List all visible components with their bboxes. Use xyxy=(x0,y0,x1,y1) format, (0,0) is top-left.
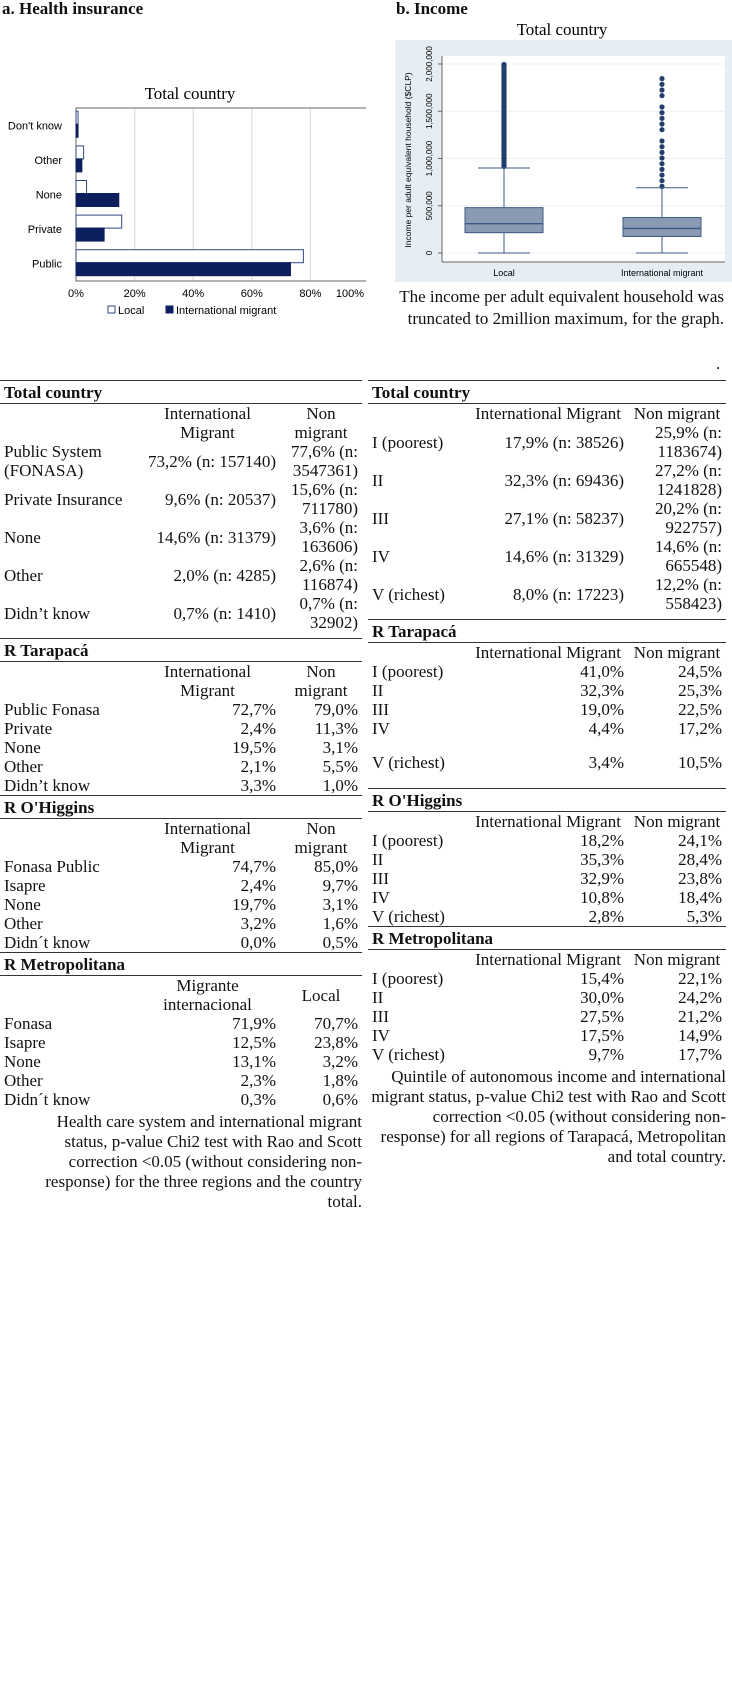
cell-non-migrant: 0,6% xyxy=(322,1090,358,1109)
outlier-point xyxy=(659,87,664,92)
x-tick-label: 80% xyxy=(299,288,322,300)
cell-non-migrant: 24,2% xyxy=(678,987,722,1007)
cell-migrant: 18,2% xyxy=(580,830,624,850)
cell-migrant: 32,3% (n: 69436) xyxy=(504,470,624,490)
cell-non-migrant: 70,7% xyxy=(314,1014,358,1033)
chart-title: Total country xyxy=(144,84,236,103)
cell-migrant: 0,7% (n: 1410) xyxy=(173,603,276,623)
table-row xyxy=(368,850,726,869)
outlier-point xyxy=(659,104,664,109)
cell-non-migrant: 25,9% (n: 1183674) xyxy=(654,423,722,461)
cell-non-migrant: 2,6% (n: 116874) xyxy=(299,556,358,594)
table-row xyxy=(368,719,726,738)
table-row xyxy=(0,895,362,914)
section-title: R O'Higgins xyxy=(0,796,362,819)
column-header: Non migrant xyxy=(294,819,348,857)
y-tick-label: 0 xyxy=(425,250,434,256)
column-header: Migrante internacional xyxy=(163,976,252,1014)
column-header-row xyxy=(368,404,726,424)
column-header: International Migrant xyxy=(475,404,621,423)
cell-migrant: 2,4% xyxy=(240,876,276,895)
cell-non-migrant: 24,1% xyxy=(678,830,722,850)
outlier-point xyxy=(659,144,664,149)
bar-international-migrant xyxy=(76,228,104,241)
y-category-label: Other xyxy=(34,154,62,167)
table-row xyxy=(368,907,726,927)
y-axis-label: Income per adult equivalent household ($CLP) xyxy=(403,72,413,248)
outlier-point xyxy=(659,172,664,177)
bar-international-migrant xyxy=(76,194,119,207)
cell-migrant: 41,0% xyxy=(580,662,624,681)
table-row xyxy=(0,442,362,480)
x-tick-label: 100% xyxy=(335,288,365,300)
cell-migrant: 12,5% xyxy=(232,1033,276,1052)
row-label: Other xyxy=(4,1071,43,1090)
table-row xyxy=(0,738,362,757)
section-title: Total country xyxy=(368,381,726,404)
row-label: Didn’t know xyxy=(4,776,91,795)
row-label: IV xyxy=(372,1025,390,1045)
cell-migrant: 74,7% xyxy=(232,857,276,876)
y-tick-label: 1,000,000 xyxy=(425,140,434,177)
health-insurance-bar-chart xyxy=(0,0,366,322)
column-header: Non migrant xyxy=(633,643,721,662)
section-title: Total country xyxy=(0,381,362,404)
table-row xyxy=(368,831,726,850)
health-insurance-table xyxy=(0,380,362,1212)
section-title: R Tarapacá xyxy=(368,620,726,643)
cell-non-migrant: 0,7% (n: 32902) xyxy=(299,594,358,632)
income-table-caption: Quintile of autonomous income and international migrant status, p-value Chi2 test with Rao and Scott correction <0.05 (without considering non-response) for all regions of Tarapacá, Metropolitan and total country. xyxy=(371,1066,726,1166)
cell-migrant: 0,3% xyxy=(240,1090,276,1109)
health-table-caption: Health care system and international migrant status, p-value Chi2 test with Rao and Scott correction <0.05 (without considering non-response) for the three regions and the country total. xyxy=(45,1112,362,1211)
cell-non-migrant: 25,3% xyxy=(678,681,722,700)
table-row xyxy=(0,719,362,738)
cell-migrant: 35,3% xyxy=(580,849,624,869)
outlier-point xyxy=(501,62,506,67)
legend-label: International migrant xyxy=(176,305,277,317)
section-header xyxy=(368,381,726,404)
bar-international-migrant xyxy=(76,159,82,172)
outlier-point xyxy=(659,76,664,81)
cell-migrant: 3,3% xyxy=(240,776,276,795)
cell-non-migrant: 3,6% (n: 163606) xyxy=(299,518,358,556)
table-row xyxy=(0,1071,362,1090)
table-row xyxy=(0,594,362,632)
column-header: International Migrant xyxy=(475,811,621,831)
bar-international-migrant xyxy=(76,263,290,276)
cell-non-migrant: 23,8% xyxy=(314,1033,358,1052)
row-label: Didn´t know xyxy=(4,1090,91,1109)
cell-non-migrant: 3,1% xyxy=(322,738,358,757)
table-row xyxy=(0,757,362,776)
chart-title: Total country xyxy=(516,20,608,39)
row-label: None xyxy=(4,527,41,547)
cell-non-migrant: 17,7% xyxy=(678,1044,722,1064)
trailing-dot: . xyxy=(716,354,721,373)
row-label: II xyxy=(372,849,384,869)
column-header-row xyxy=(368,811,726,831)
table-row xyxy=(0,1052,362,1071)
row-label: III xyxy=(372,700,389,719)
column-header-row xyxy=(0,819,362,858)
table-row xyxy=(0,1014,362,1033)
table-row xyxy=(368,869,726,888)
table-row xyxy=(0,700,362,719)
column-header: International Migrant xyxy=(164,404,251,442)
cell-migrant: 3,4% xyxy=(588,753,624,773)
outlier-point xyxy=(659,93,664,98)
x-tick-label: 20% xyxy=(123,288,146,300)
bar-local xyxy=(76,111,78,124)
section-header xyxy=(0,381,362,404)
table-row xyxy=(0,480,362,518)
column-header: International Migrant xyxy=(475,949,621,969)
cell-non-migrant: 18,4% xyxy=(678,887,722,907)
row-label: Didn’t know xyxy=(4,603,91,623)
legend-label: Local xyxy=(118,305,145,317)
row-label: V (richest) xyxy=(372,584,445,604)
section-title: R Metropolitana xyxy=(368,926,726,949)
table-row xyxy=(368,969,726,988)
cell-non-migrant: 77,6% (n: 3547361) xyxy=(290,442,358,480)
x-tick-label: 40% xyxy=(182,288,205,300)
table-row xyxy=(368,681,726,700)
section-header xyxy=(368,620,726,643)
cell-migrant: 32,3% xyxy=(580,681,624,700)
row-label: IV xyxy=(372,719,390,738)
cell-migrant: 14,6% (n: 31379) xyxy=(156,527,276,547)
bar-local xyxy=(76,215,122,228)
cell-non-migrant: 3,1% xyxy=(322,895,358,914)
x-category-label: Local xyxy=(493,268,515,278)
cell-migrant: 15,4% xyxy=(580,968,624,988)
row-label: Fonasa xyxy=(4,1014,53,1033)
y-category-label: Don't know xyxy=(7,120,62,133)
y-tick-label: 2,000,000 xyxy=(425,46,434,82)
cell-migrant: 30,0% xyxy=(580,987,624,1007)
cell-migrant: 73,2% (n: 157140) xyxy=(148,451,276,471)
section-header xyxy=(0,639,362,662)
cell-non-migrant: 14,6% (n: 665548) xyxy=(654,537,722,575)
cell-migrant: 0,0% xyxy=(240,933,276,952)
cell-migrant: 19,0% xyxy=(580,700,624,719)
section-title: R Metropolitana xyxy=(0,953,362,976)
table-row xyxy=(368,700,726,719)
cell-non-migrant: 22,5% xyxy=(678,700,722,719)
cell-non-migrant: 28,4% xyxy=(678,849,722,869)
cell-non-migrant: 22,1% xyxy=(678,968,722,988)
outlier-point xyxy=(659,82,664,87)
section-header xyxy=(0,953,362,976)
row-label: I (poorest) xyxy=(372,830,444,850)
cell-migrant: 2,4% xyxy=(240,719,276,738)
cell-migrant: 2,0% (n: 4285) xyxy=(173,565,276,585)
row-label: V (richest) xyxy=(372,906,445,926)
row-label: Other xyxy=(4,565,43,585)
table-row xyxy=(368,423,726,461)
cell-non-migrant: 1,6% xyxy=(322,914,358,933)
income-box-plot xyxy=(366,0,732,285)
table-row xyxy=(368,461,726,499)
outlier-point xyxy=(659,150,664,155)
column-header: International Migrant xyxy=(164,819,251,857)
row-label: IV xyxy=(372,887,390,907)
column-header: Non migrant xyxy=(633,811,721,831)
cell-migrant: 13,1% xyxy=(232,1052,276,1071)
legend-swatch xyxy=(166,306,173,313)
outlier-point xyxy=(659,116,664,121)
outlier-point xyxy=(659,167,664,172)
x-tick-label: 0% xyxy=(68,288,84,300)
cell-non-migrant: 0,5% xyxy=(322,933,358,952)
table-row xyxy=(368,662,726,681)
cell-migrant: 27,5% xyxy=(580,1006,624,1026)
panel-a-title: a. Health insurance xyxy=(2,0,144,18)
row-label: III xyxy=(372,508,389,528)
row-label: I (poorest) xyxy=(372,432,444,452)
cell-non-migrant: 1,0% xyxy=(322,776,358,795)
table-row xyxy=(0,556,362,594)
column-header: Local xyxy=(301,985,341,1005)
column-header-row xyxy=(0,404,362,443)
table-row xyxy=(368,575,726,613)
table-row xyxy=(368,1045,726,1064)
cell-migrant: 9,6% (n: 20537) xyxy=(165,489,276,509)
outlier-point xyxy=(659,161,664,166)
section-title: R O'Higgins xyxy=(368,788,726,811)
cell-non-migrant: 12,2% (n: 558423) xyxy=(654,575,722,613)
outlier-point xyxy=(659,110,664,115)
income-note: The income per adult equivalent household was truncated to 2million maximum, for the graph. xyxy=(399,287,724,328)
row-label: V (richest) xyxy=(372,753,445,773)
y-tick-label: 500,000 xyxy=(425,191,434,221)
iqr-box xyxy=(465,208,543,233)
cell-non-migrant: 3,2% xyxy=(322,1052,358,1071)
cell-migrant: 2,3% xyxy=(240,1071,276,1090)
cell-migrant: 19,5% xyxy=(232,738,276,757)
row-label: I (poorest) xyxy=(372,968,444,988)
cell-migrant: 14,6% (n: 31329) xyxy=(504,546,624,566)
column-header: International Migrant xyxy=(475,643,621,662)
column-header-row xyxy=(368,949,726,969)
row-label: I (poorest) xyxy=(372,662,444,681)
outlier-point xyxy=(659,121,664,126)
row-label: Other xyxy=(4,757,43,776)
outlier-point xyxy=(659,138,664,143)
legend-swatch xyxy=(108,306,115,313)
cell-non-migrant: 79,0% xyxy=(314,700,358,719)
cell-migrant: 4,4% xyxy=(588,719,624,738)
cell-migrant: 10,8% xyxy=(580,887,624,907)
outlier-point xyxy=(659,155,664,160)
row-label: None xyxy=(4,895,41,914)
table-row xyxy=(0,1033,362,1052)
cell-migrant: 71,9% xyxy=(232,1014,276,1033)
cell-migrant: 2,1% xyxy=(240,757,276,776)
cell-non-migrant: 23,8% xyxy=(678,868,722,888)
table-row xyxy=(0,1090,362,1109)
bar-local xyxy=(76,181,87,194)
column-header: Non migrant xyxy=(633,949,721,969)
cell-non-migrant: 1,8% xyxy=(322,1071,358,1090)
income-quintile-table xyxy=(368,380,726,1167)
bar-local xyxy=(76,146,84,159)
row-label: Other xyxy=(4,914,43,933)
cell-migrant: 9,7% xyxy=(588,1044,624,1064)
cell-non-migrant: 11,3% xyxy=(314,719,358,738)
cell-migrant: 3,2% xyxy=(240,914,276,933)
section-title: R Tarapacá xyxy=(0,639,362,662)
panel-b-title: b. Income xyxy=(396,0,468,18)
bar-local xyxy=(76,250,303,263)
cell-migrant: 19,7% xyxy=(232,895,276,914)
outlier-point xyxy=(659,178,664,183)
row-label: Public Fonasa xyxy=(4,700,100,719)
row-label: Isapre xyxy=(4,876,46,895)
cell-non-migrant: 27,2% (n: 1241828) xyxy=(654,461,722,499)
row-label: III xyxy=(372,1006,389,1026)
row-label: Isapre xyxy=(4,1033,46,1052)
cell-non-migrant: 15,6% (n: 711780) xyxy=(290,480,358,518)
row-label: IV xyxy=(372,546,390,566)
table-row xyxy=(0,933,362,953)
cell-non-migrant: 9,7% xyxy=(322,876,358,895)
column-header: International Migrant xyxy=(164,662,251,700)
table-row xyxy=(368,888,726,907)
table-row xyxy=(0,876,362,895)
row-label: II xyxy=(372,681,384,700)
table-row xyxy=(0,776,362,796)
cell-non-migrant: 14,9% xyxy=(678,1025,722,1045)
table-row xyxy=(0,914,362,933)
column-header: Non migrant xyxy=(294,662,348,700)
x-tick-label: 60% xyxy=(240,288,263,300)
cell-non-migrant: 24,5% xyxy=(678,662,722,681)
row-label: Private Insurance xyxy=(4,489,123,509)
iqr-box xyxy=(623,218,701,237)
table-row xyxy=(368,988,726,1007)
table-row xyxy=(368,499,726,537)
y-category-label: None xyxy=(35,189,62,202)
row-label: Public System (FONASA) xyxy=(4,442,102,480)
x-category-label: International migrant xyxy=(620,268,704,278)
cell-non-migrant: 5,3% xyxy=(686,906,722,926)
section-header xyxy=(368,788,726,811)
table-row xyxy=(0,857,362,876)
row-label: Private xyxy=(4,719,53,738)
row-label: Fonasa Public xyxy=(4,857,100,876)
column-header-row xyxy=(0,976,362,1015)
y-category-label: Public xyxy=(32,258,62,271)
column-header-row xyxy=(368,643,726,663)
cell-non-migrant: 5,5% xyxy=(322,757,358,776)
section-header xyxy=(368,926,726,949)
row-label: None xyxy=(4,738,41,757)
cell-migrant: 17,9% (n: 38526) xyxy=(504,432,624,452)
cell-non-migrant: 20,2% (n: 922757) xyxy=(654,499,722,537)
outlier-point xyxy=(659,127,664,132)
table-row xyxy=(368,1026,726,1045)
column-header: Non migrant xyxy=(294,404,348,442)
row-label: II xyxy=(372,987,384,1007)
section-header xyxy=(0,796,362,819)
y-category-label: Private xyxy=(27,224,62,237)
y-tick-label: 1,500,000 xyxy=(425,93,434,130)
cell-migrant: 17,5% xyxy=(580,1025,624,1045)
cell-non-migrant: 17,2% xyxy=(678,719,722,738)
row-label: Didn´t know xyxy=(4,933,91,952)
cell-migrant: 32,9% xyxy=(580,868,624,888)
column-header: Non migrant xyxy=(633,404,721,423)
cell-migrant: 27,1% (n: 58237) xyxy=(504,508,624,528)
table-row xyxy=(0,518,362,556)
cell-non-migrant: 10,5% xyxy=(678,753,722,773)
cell-non-migrant: 21,2% xyxy=(678,1006,722,1026)
cell-migrant: 72,7% xyxy=(232,700,276,719)
row-label: V (richest) xyxy=(372,1044,445,1064)
cell-migrant: 2,8% xyxy=(588,906,624,926)
table-row xyxy=(368,537,726,575)
table-row xyxy=(368,738,726,788)
cell-non-migrant: 85,0% xyxy=(314,857,358,876)
row-label: III xyxy=(372,868,389,888)
row-label: None xyxy=(4,1052,41,1071)
column-header-row xyxy=(0,662,362,701)
cell-migrant: 8,0% (n: 17223) xyxy=(513,584,624,604)
row-label: II xyxy=(372,470,384,490)
bar-international-migrant xyxy=(76,124,78,137)
table-row xyxy=(368,1007,726,1026)
